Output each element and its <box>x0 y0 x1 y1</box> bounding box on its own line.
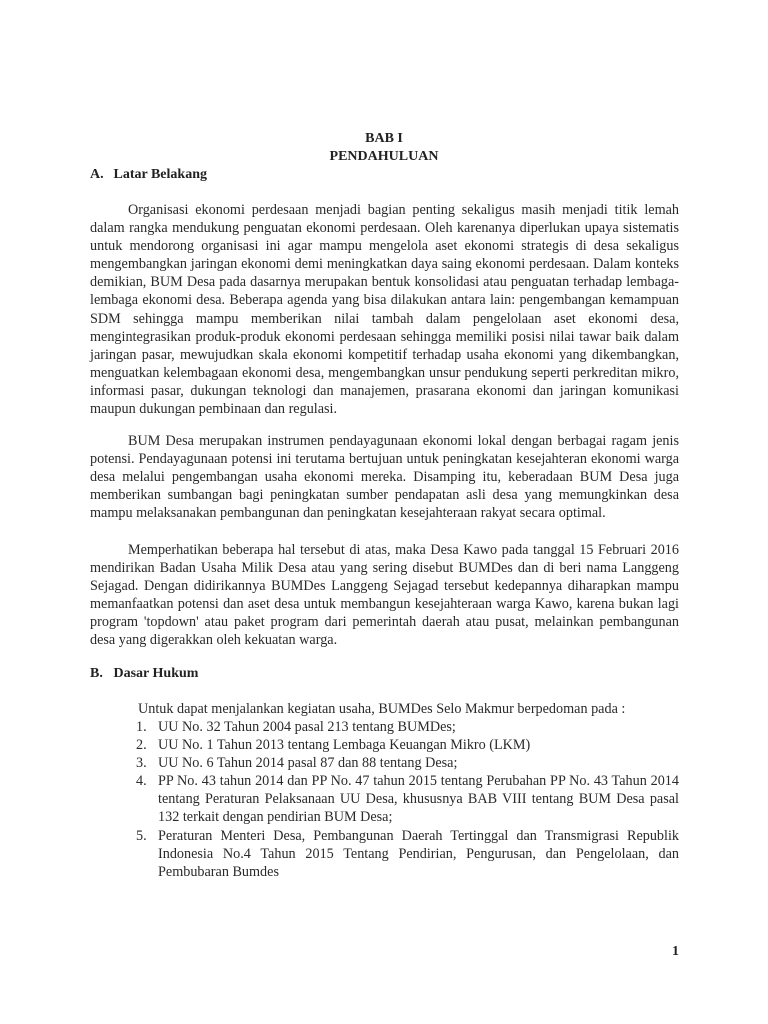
section-a-number: A. <box>90 167 104 182</box>
list-item-text: Peraturan Menteri Desa, Pembangunan Daerah Tertinggal dan Transmigrasi Republik Indonesia No.4 Tahun 2015 Tentang Pendirian, Pengurusan, dan Pengelolaan, dan Pembubaran Bumdes <box>158 827 679 880</box>
section-b-title: Dasar Hukum <box>113 666 199 681</box>
list-item <box>90 827 679 881</box>
list-item-text: UU No. 1 Tahun 2013 tentang Lembaga Keuangan Mikro (LKM) <box>158 737 531 754</box>
list-item-number: 5. <box>136 827 147 844</box>
paragraph-3: Memperhatikan beberapa hal tersebut di atas, maka Desa Kawo pada tanggal 15 Februari 2016 mendirikan Badan Usaha Milik Desa atau yang sering disebut BUMDes dan di beri nama Langgeng Sejagad. Dengan didirikannya BUMDes Langgeng Sejagad tersebut kedepannya diharapkan mampu memanfaatkan potensi dan aset desa untuk membangun kesejahteraan warga Kawo, karena bukan lagi program 'topdown' atau paket program dari pemerintah daerah atau pusat, melainkan pembangunan desa yang digerakkan oleh kekuatan warga. <box>90 542 679 649</box>
section-a-title: Latar Belakang <box>113 167 207 182</box>
chapter-label: BAB I <box>365 131 403 146</box>
section-b-heading <box>90 666 198 682</box>
list-item <box>90 718 679 736</box>
chapter-title: PENDAHULUAN <box>329 149 439 164</box>
list-item <box>90 772 679 826</box>
section-b-intro: Untuk dapat menjalankan kegiatan usaha, BUMDes Selo Makmur berpedoman pada : <box>138 701 626 717</box>
paragraph-2: BUM Desa merupakan instrumen pendayagunaan ekonomi lokal dengan berbagai ragam jenis potensi. Pendayagunaan potensi ini terutama bertujuan untuk peningkatan kesejahteran ekonomi warga desa melalui pengembangan usaha ekonomi mereka. Disamping itu, keberadaan BUM Desa juga memberikan sumbangan bagi peningkatan sumber pendapatan asli desa yang memungkinkan desa mampu melaksanakan pembangunan dan peningkatan kesejahteraan rakyat secara optimal. <box>90 433 679 522</box>
section-a-heading <box>90 167 207 183</box>
legal-basis-list <box>90 718 679 881</box>
page-number: 1 <box>672 944 679 959</box>
section-b-number: B. <box>90 666 103 681</box>
list-item-text: UU No. 32 Tahun 2004 pasal 213 tentang BUMDes; <box>158 719 456 735</box>
list-item-text: UU No. 6 Tahun 2014 pasal 87 dan 88 tentang Desa; <box>158 755 458 772</box>
paragraph-1: Organisasi ekonomi perdesaan menjadi bagian penting sekaligus masih menjadi titik lemah dalam rangka mendukung penguatan ekonomi perdesaan. Oleh karenanya diperlukan upaya sistematis untuk mendorong organisasi ini agar mampu mengelola aset ekonomi strategis di desa sekaligus mengembangkan jaringan ekonomi demi meningkatkan daya saing ekonomi perdesaan. Dalam konteks demikian, BUM Desa pada dasarnya merupakan bentuk konsolidasi atau penguatan terhadap lembaga-lembaga ekonomi desa. Beberapa agenda yang bisa dilakukan antara lain: pengembangan kemampuan SDM sehingga mampu memberikan nilai tambah dalam pengelolaan aset ekonomi desa, mengintegrasikan produk-produk ekonomi perdesaan sehingga memiliki posisi nilai tawar baik dalam jaringan pasar, mewujudkan skala ekonomi kompetitif terhadap usaha ekonomi yang dikembangkan, menguatkan kelembagaan ekonomi desa, mengembangkan unsur pendukung seperti perkreditan mikro, informasi pasar, dukungan teknologi dan manajemen, prasarana ekonomi dan jaringan komunikasi maupun dukungan pembinaan dan regulasi. <box>90 202 679 418</box>
list-item-text: PP No. 43 tahun 2014 dan PP No. 47 tahun 2015 tentang Perubahan PP No. 43 Tahun 2014 tentang Peraturan Pelaksanaan UU Desa, khususnya BAB VIII tentang BUM Desa pasal 132 terkait dengan pendirian BUM Desa; <box>158 773 679 826</box>
list-item-number: 2. <box>136 737 147 754</box>
list-item <box>90 736 679 754</box>
list-item-number: 1. <box>136 719 147 735</box>
list-item-number: 4. <box>136 773 147 790</box>
list-item <box>90 754 679 772</box>
list-item-number: 3. <box>136 755 147 772</box>
